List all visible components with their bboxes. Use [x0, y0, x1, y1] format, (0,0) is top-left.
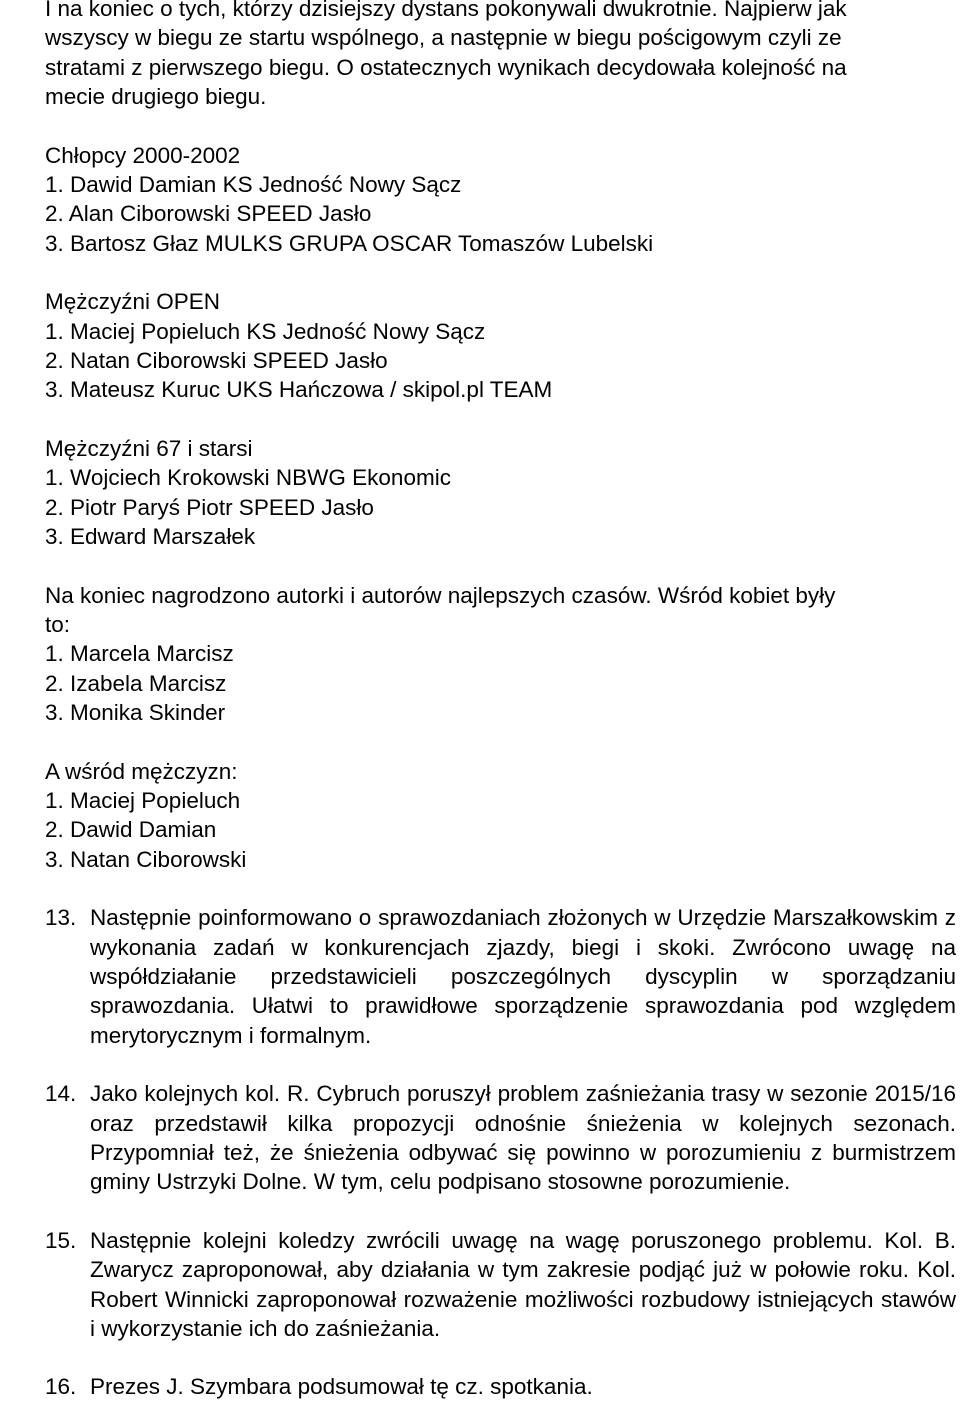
- intro-line: wszyscy w biegu ze startu wspólnego, a następnie w biegu pościgowym czyli ze: [45, 25, 842, 51]
- best-times-section: [45, 581, 956, 875]
- result-item: 2. Alan Ciborowski SPEED Jasło: [45, 201, 372, 227]
- point-13: [45, 903, 956, 1050]
- result-group-men-67: [45, 434, 956, 552]
- spacer: [45, 258, 956, 287]
- point-number: 14.: [45, 1081, 77, 1107]
- point-number: 13.: [45, 905, 77, 931]
- group-title: Mężczyźni 67 i starsi: [45, 435, 253, 461]
- result-item: 3. Edward Marszałek: [45, 524, 256, 550]
- intro-line: mecie drugiego biegu.: [45, 84, 267, 110]
- intro-line: I na koniec o tych, którzy dzisiejszy dystans pokonywali dwukrotnie. Najpierw jak: [45, 0, 847, 21]
- result-item: 3. Bartosz Głaz MULKS GRUPA OSCAR Tomaszów Lubelski: [45, 230, 654, 256]
- intro-line: stratami z pierwszego biegu. O ostatecznych wynikach decydowała kolejność na: [45, 54, 847, 80]
- women-item: 3. Monika Skinder: [45, 700, 226, 726]
- point-text: Następnie kolejni koledzy zwrócili uwagę na wagę poruszonego problemu. Kol. B. Zwarycz zaproponował, aby działania w tym zakresie podjąć już w połowie roku. Kol. Robert Winnicki zaproponował rozważenie możliwości rozbudowy istniejących stawów i wykorzystanie ich do zaśnieżania.: [90, 1227, 956, 1342]
- women-item: 2. Izabela Marcisz: [45, 670, 227, 696]
- spacer: [45, 552, 956, 581]
- result-item: 2. Piotr Paryś Piotr SPEED Jasło: [45, 494, 374, 520]
- result-item: 3. Mateusz Kuruc UKS Hańczowa / skipol.pl TEAM: [45, 377, 553, 403]
- point-text: Jako kolejnych kol. R. Cybruch poruszył problem zaśnieżania trasy w sezonie 2015/16 oraz przedstawił kilka propozycji odnośnie śnieżenia w kolejnych sezonach. Przypomniał też, że śnieżenia odbywać się powinno w porozumieniu z burmistrzem gminy Ustrzyki Dolne. W tym, celu podpisano stosowne porozumienie.: [90, 1081, 956, 1195]
- best-times-intro: to:: [45, 611, 71, 637]
- point-number: 15.: [45, 1227, 77, 1253]
- men-item: 1. Maciej Popieluch: [45, 787, 241, 813]
- point-16: [45, 1372, 956, 1401]
- men-item: 2. Dawid Damian: [45, 817, 217, 843]
- group-title: Mężczyźni OPEN: [45, 289, 221, 315]
- spacer: [45, 405, 956, 434]
- point-15: [45, 1226, 956, 1344]
- spacer: [45, 1343, 956, 1372]
- spacer: [45, 1197, 956, 1226]
- men-item: 3. Natan Ciborowski: [45, 846, 247, 872]
- result-item: 2. Natan Ciborowski SPEED Jasło: [45, 348, 388, 374]
- spacer: [45, 1050, 956, 1079]
- men-title: A wśród mężczyzn:: [45, 758, 238, 784]
- point-text: Prezes J. Szymbara podsumował tę cz. spotkania.: [90, 1374, 593, 1400]
- point-text: Następnie poinformowano o sprawozdaniach złożonych w Urzędzie Marszałkowskim z wykonania zadań w konkurencjach zjazdy, biegi i skoki. Zwrócono uwagę na współdziałanie przedstawicieli poszczególnych dyscyplin w sporządzaniu sprawozdania. Ułatwi to prawidłowe sporządzenie sprawozdania pod względem merytorycznym i formalnym.: [90, 905, 956, 1048]
- women-item: 1. Marcela Marcisz: [45, 641, 234, 667]
- spacer: [45, 112, 956, 141]
- result-group-men-open: [45, 287, 956, 405]
- result-group-boys: [45, 141, 956, 259]
- spacer: [45, 728, 956, 757]
- group-title: Chłopcy 2000-2002: [45, 142, 241, 168]
- intro-paragraph: [45, 0, 956, 112]
- document-page: [45, 0, 956, 1402]
- best-times-intro: Na koniec nagrodzono autorki i autorów najlepszych czasów. Wśród kobiet były: [45, 582, 836, 608]
- result-item: 1. Maciej Popieluch KS Jedność Nowy Sącz: [45, 318, 486, 344]
- point-14: [45, 1079, 956, 1197]
- point-number: 16.: [45, 1374, 77, 1400]
- result-item: 1. Dawid Damian KS Jedność Nowy Sącz: [45, 172, 462, 198]
- result-item: 1. Wojciech Krokowski NBWG Ekonomic: [45, 465, 451, 491]
- spacer: [45, 874, 956, 903]
